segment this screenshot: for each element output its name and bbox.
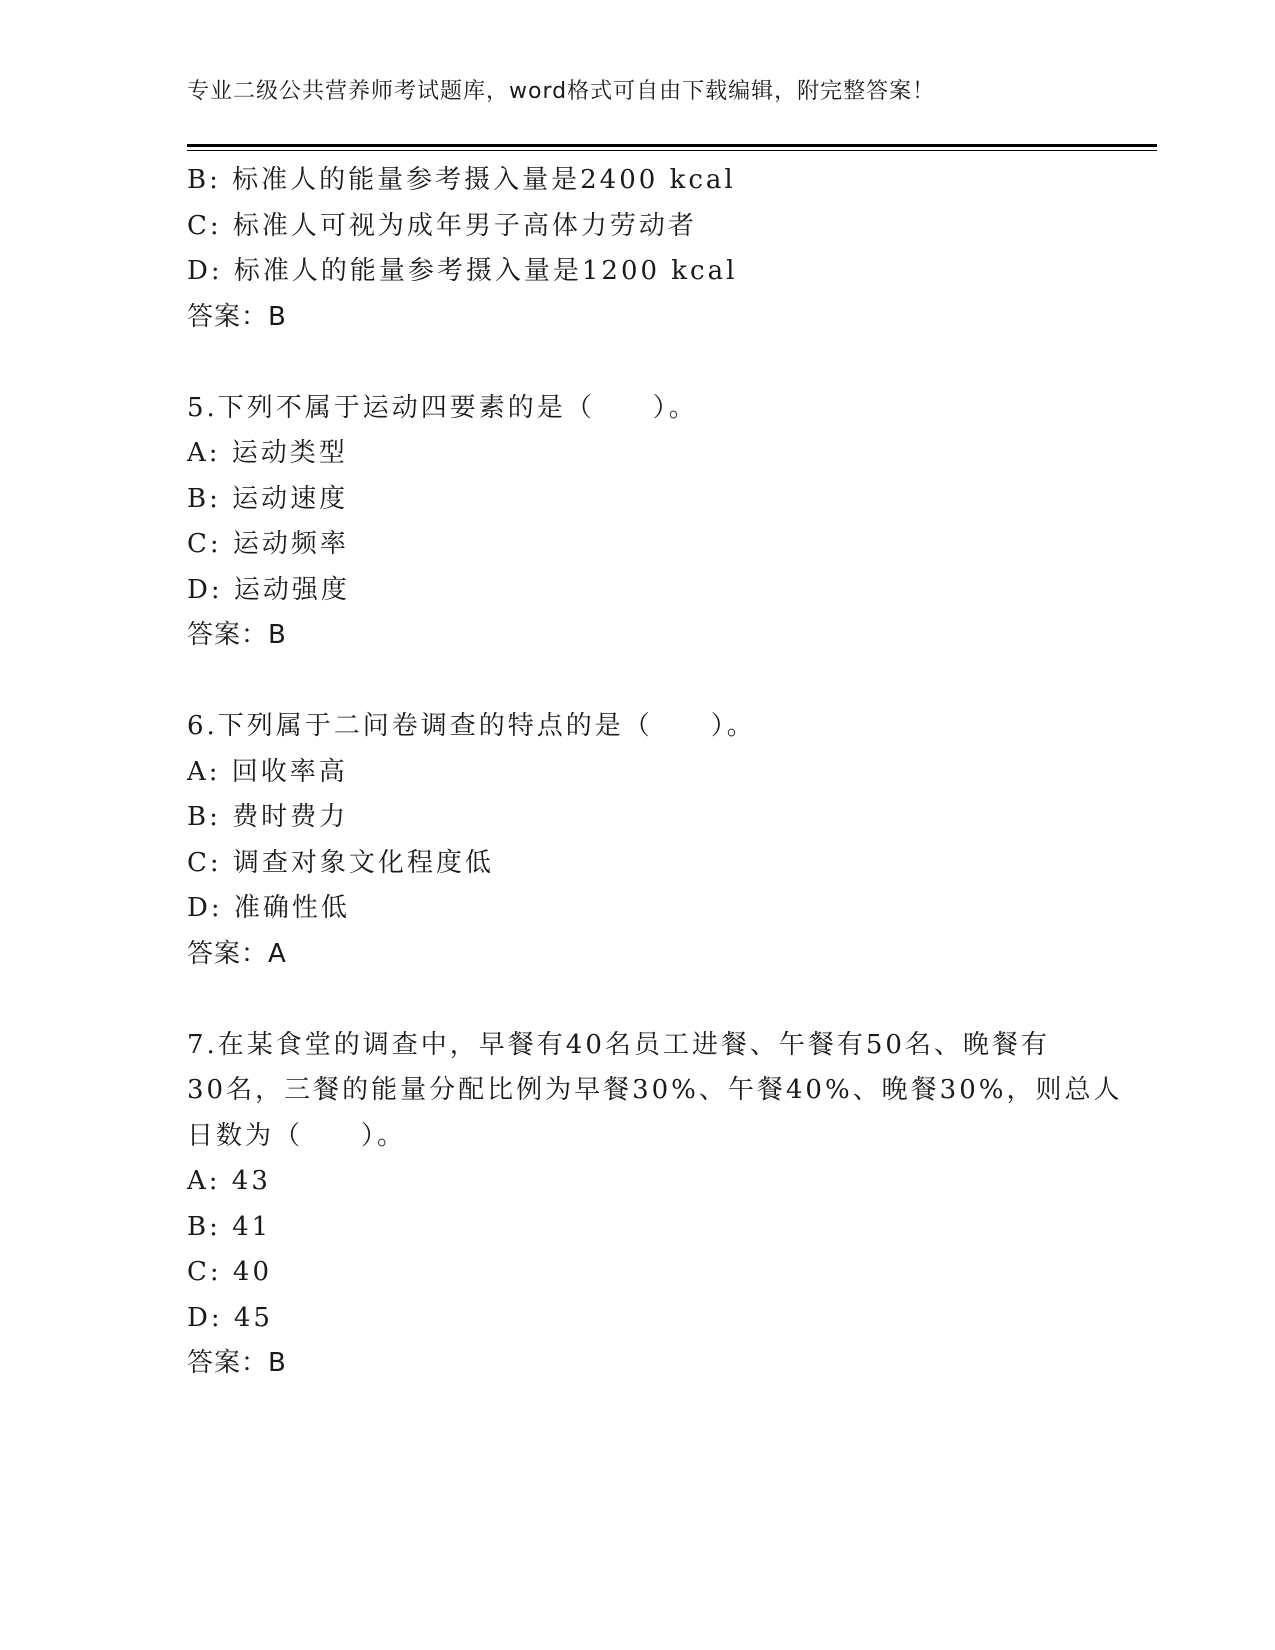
question-stem: 6.下列属于二问卷调查的特点的是（ ）。 xyxy=(187,711,756,741)
question-5 xyxy=(187,386,1107,659)
option-a: A: 43 xyxy=(187,1166,271,1196)
option-b: B: 41 xyxy=(187,1211,272,1242)
question-4 xyxy=(187,158,1107,340)
option-b: B: 标准人的能量参考摄入量是2400 kcal xyxy=(187,165,736,195)
question-7 xyxy=(187,1023,1123,1387)
header-rule-thin xyxy=(187,150,1157,151)
option-c: C: 运动频率 xyxy=(187,529,349,559)
option-d: D: 准确性低 xyxy=(187,893,350,923)
question-stem-line: 7.在某食堂的调查中，早餐有40名员工进餐、午餐有50名、晚餐有 xyxy=(187,1029,1050,1060)
page-header: 专业二级公共营养师考试题库，word格式可自由下载编辑，附完整答案！ xyxy=(187,79,936,104)
option-a: A: 回收率高 xyxy=(187,756,348,787)
option-d: D: 45 xyxy=(187,1302,273,1333)
spacer xyxy=(187,659,1107,705)
question-stem-line: 30名，三餐的能量分配比例为早餐30%、午餐40%、晚餐30%，则总人 xyxy=(187,1075,1123,1105)
option-c: C: 调查对象文化程度低 xyxy=(187,847,494,878)
option-b: B: 运动速度 xyxy=(187,483,349,514)
answer: 答案：B xyxy=(187,620,287,650)
question-stem-line: 日数为（ ）。 xyxy=(187,1120,407,1151)
option-c: C: 40 xyxy=(187,1257,273,1287)
option-a: A: 运动类型 xyxy=(187,438,348,468)
answer: 答案：A xyxy=(187,938,287,969)
question-list xyxy=(187,158,1123,1387)
option-d: D: 运动强度 xyxy=(187,574,350,605)
question-6 xyxy=(187,704,1107,977)
question-stem: 5.下列不属于运动四要素的是（ ）。 xyxy=(187,392,698,423)
spacer xyxy=(187,340,1107,386)
answer: 答案：B xyxy=(187,301,287,332)
option-c: C: 标准人可视为成年男子高体力劳动者 xyxy=(187,210,697,241)
option-d: D: 标准人的能量参考摄入量是1200 kcal xyxy=(187,256,738,286)
option-b: B: 费时费力 xyxy=(187,802,349,832)
header-rule-thick xyxy=(187,144,1157,147)
spacer xyxy=(187,977,1107,1023)
answer: 答案：B xyxy=(187,1348,287,1378)
